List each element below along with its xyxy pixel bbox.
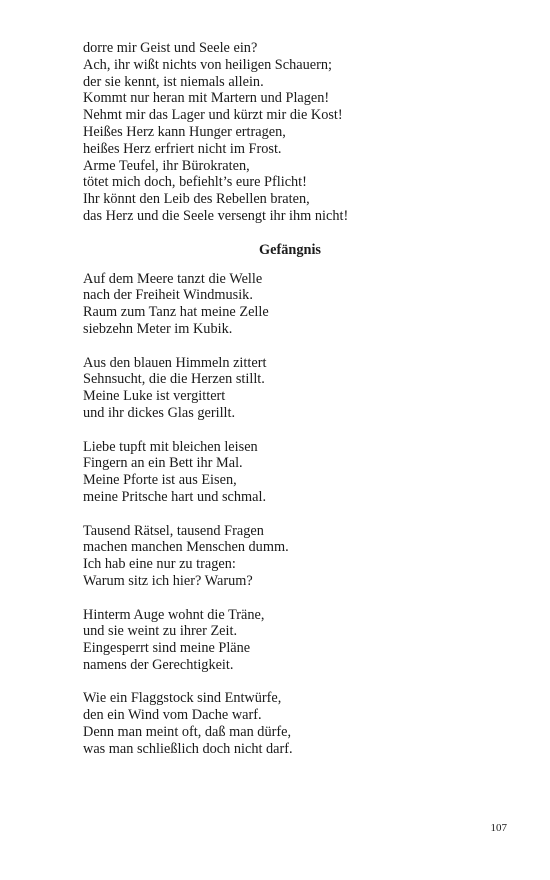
verse-line: dorre mir Geist und Seele ein? — [83, 40, 258, 56]
verse-line: Hinterm Auge wohnt die Träne, — [83, 606, 265, 623]
verse-line: Raum zum Tanz hat meine Zelle — [83, 304, 269, 321]
verse-line: heißes Herz erfriert nicht im Frost. — [83, 140, 282, 157]
verse-line: Fingern an ein Bett ihr Mal. — [83, 455, 243, 472]
verse-line: siebzehn Meter im Kubik. — [83, 320, 233, 337]
verse-line: Meine Pforte ist aus Eisen, — [83, 472, 237, 489]
verse-line: tötet mich doch, befiehlt’s eure Pflicht! — [83, 174, 307, 191]
poem-title: Gefängnis — [259, 241, 321, 258]
verse-line: namens der Gerechtigkeit. — [83, 656, 234, 673]
verse-line: Meine Luke ist vergittert — [83, 388, 226, 405]
verse-line: machen manchen Menschen dumm. — [83, 539, 289, 556]
stanza-1 — [83, 271, 413, 338]
continuation-stanza — [83, 40, 413, 225]
verse-line: Tausend Rätsel, tausend Fragen — [83, 522, 264, 539]
verse-line: was man schließlich doch nicht darf. — [83, 740, 293, 757]
verse-line: Heißes Herz kann Hunger ertragen, — [83, 123, 286, 140]
verse-line: Sehnsucht, die die Herzen stillt. — [83, 371, 265, 388]
text-block — [83, 40, 413, 774]
verse-line: Warum sitz ich hier? Warum? — [83, 572, 253, 589]
verse-line: Eingesperrt sind meine Pläne — [83, 640, 251, 657]
verse-line: Liebe tupft mit bleichen leisen — [83, 438, 258, 455]
stanza-5 — [83, 607, 413, 674]
page-number: 107 — [490, 822, 507, 834]
verse-line: das Herz und die Seele versengt ihr ihm nicht! — [83, 207, 349, 224]
verse-line: Wie ein Flaggstock sind Entwürfe, — [83, 690, 282, 707]
verse-line: Arme Teufel, ihr Bürokraten, — [83, 157, 250, 174]
stanza-4 — [83, 523, 413, 590]
verse-line: und sie weint zu ihrer Zeit. — [83, 623, 238, 640]
stanza-2 — [83, 355, 413, 422]
verse-line: meine Pritsche hart und schmal. — [83, 488, 267, 505]
stanza-6 — [83, 690, 413, 757]
verse-line: den ein Wind vom Dache warf. — [83, 707, 262, 724]
verse-line: Nehmt mir das Lager und kürzt mir die Kost! — [83, 107, 343, 124]
verse-line: Ich hab eine nur zu tragen: — [83, 556, 236, 573]
verse-line: Kommt nur heran mit Martern und Plagen! — [83, 90, 330, 107]
verse-line: Ihr könnt den Leib des Rebellen braten, — [83, 191, 310, 208]
verse-line: Aus den blauen Himmeln zittert — [83, 354, 267, 371]
stanza-3 — [83, 439, 413, 506]
verse-line: Auf dem Meere tanzt die Welle — [83, 270, 263, 287]
verse-line: Ach, ihr wißt nichts von heiligen Schauern; — [83, 56, 332, 73]
verse-line: nach der Freiheit Windmusik. — [83, 287, 253, 304]
verse-line: Denn man meint oft, daß man dürfe, — [83, 724, 292, 741]
verse-line: und ihr dickes Glas gerillt. — [83, 404, 236, 421]
verse-line: der sie kennt, ist niemals allein. — [83, 73, 264, 90]
